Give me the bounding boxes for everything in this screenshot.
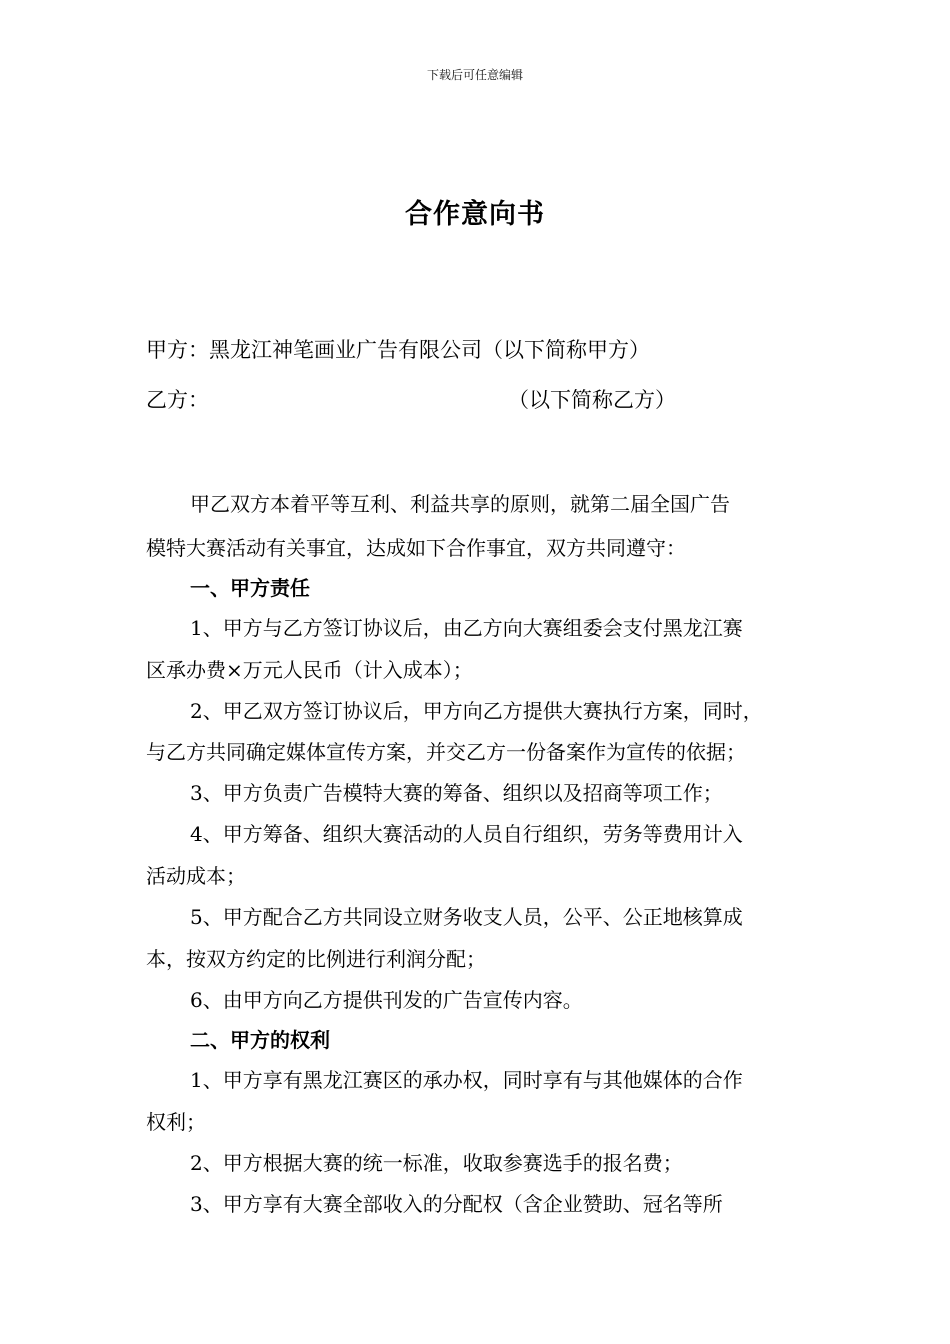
section-heading: 一、甲方责任 [190,576,310,600]
party-a-line: 甲方：黑龙江神笔画业广告有限公司（以下简称甲方） [146,338,650,362]
body-line: 本，按双方约定的比例进行利润分配； [146,947,486,971]
body-line: 3、甲方享有大赛全部收入的分配权（含企业赞助、冠名等所 [190,1192,723,1216]
body-line: 模特大赛活动有关事宜，达成如下合作事宜，双方共同遵守： [146,536,686,560]
body-line: 3、甲方负责广告模特大赛的筹备、组织以及招商等项工作； [190,781,723,805]
body-line: 1、甲方与乙方签订协议后，由乙方向大赛组委会支付黑龙江赛 [190,616,743,640]
body-line: 6、由甲方向乙方提供刊发的广告宣传内容。 [190,988,583,1012]
party-b-label: 乙方： [146,388,209,412]
party-b-line [146,384,676,414]
section-heading: 二、甲方的权利 [190,1028,330,1052]
body-line: 5、甲方配合乙方共同设立财务收支人员，公平、公正地核算成 [190,905,743,929]
body-line: 2、甲乙双方签订协议后，甲方向乙方提供大赛执行方案，同时， [190,699,763,723]
body-line: 4、甲方筹备、组织大赛活动的人员自行组织，劳务等费用计入 [190,822,743,846]
body-line: 权利； [146,1110,206,1134]
body-line: 区承办费×万元人民币（计入成本）； [146,658,473,682]
body-line: 1、甲方享有黑龙江赛区的承办权，同时享有与其他媒体的合作 [190,1068,743,1092]
party-b-note: （以下简称乙方） [508,388,676,412]
body-line: 甲乙双方本着平等互利、利益共享的原则，就第二届全国广告 [190,492,730,516]
body-line: 2、甲方根据大赛的统一标准，收取参赛选手的报名费； [190,1151,683,1175]
document-title: 合作意向书 [405,199,545,230]
body-line: 活动成本； [146,864,246,888]
body-line: 与乙方共同确定媒体宣传方案，并交乙方一份备案作为宣传的依据； [146,740,746,764]
header-note: 下载后可任意编辑 [426,68,523,82]
